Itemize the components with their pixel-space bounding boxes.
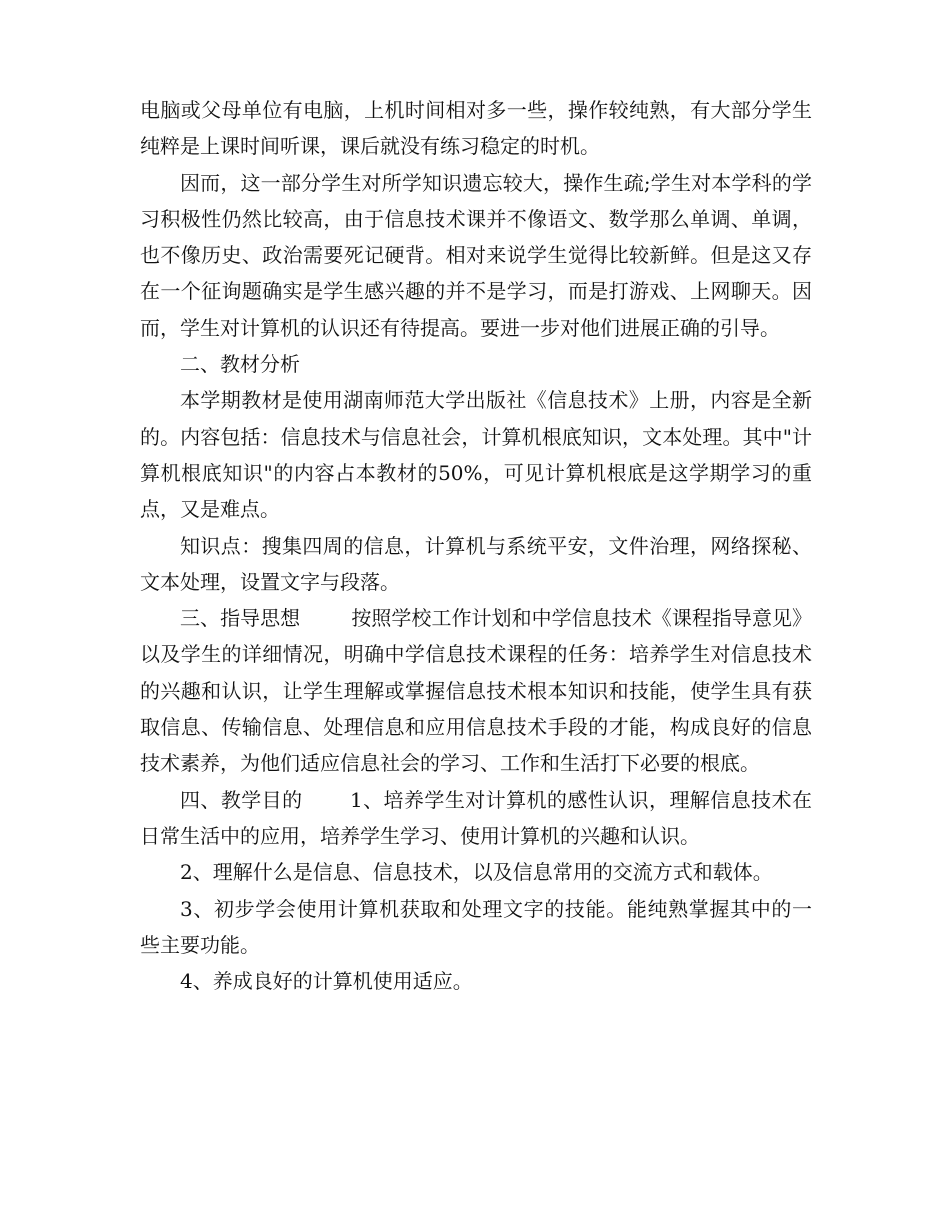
section-heading-teaching-goals: 四、教学目的 (180, 787, 303, 812)
teaching-goal-1: 1、培养学生对计算机的感性认识，理解信息技术在日常生活中的应用，培养学生学习、使用计算机的兴趣和认识。 (140, 787, 812, 848)
teaching-goal-2: 2、理解什么是信息、信息技术，以及信息常用的交流方式和载体。 (180, 860, 773, 885)
paragraph-knowledge-points: 知识点：搜集四周的信息，计算机与系统平安，文件治理，网络探秘、文本处理，设置文字与段落。 (140, 533, 812, 594)
section-heading-textbook-analysis: 二、教材分析 (180, 352, 300, 377)
section-heading-guiding-thought: 三、指导思想 (180, 606, 301, 631)
teaching-goal-4: 4、养成良好的计算机使用适应。 (180, 969, 473, 994)
document-page (140, 92, 812, 999)
paragraph-textbook-content: 本学期教材是使用湖南师范大学出版社《信息技术》上册，内容是全新的。内容包括：信息技术与信息社会，计算机根底知识，文本处理。其中"计算机根底知识"的内容占本教材的50%，可见计算机根底是这学期学习的重点，又是难点。 (140, 388, 812, 522)
paragraph-student-analysis: 因而，这一部分学生对所学知识遗忘较大，操作生疏;学生对本学科的学习积极性仍然比较高，由于信息技术课并不像语文、数学那么单调、单调，也不像历史、政治需要死记硬背。相对来说学生觉得比较新鲜。但是这又存在一个征询题确实是学生感兴趣的并不是学习，而是打游戏、上网聊天。因而，学生对计算机的认识还有待提高。要进一步对他们进展正确的引导。 (140, 170, 812, 340)
paragraph-continuation: 电脑或父母单位有电脑，上机时间相对多一些，操作较纯熟，有大部分学生纯粹是上课时间听课，课后就没有练习稳定的时机。 (140, 98, 812, 159)
guiding-thought-body: 按照学校工作计划和中学信息技术《课程指导意见》以及学生的详细情况，明确中学信息技术课程的任务：培养学生对信息技术的兴趣和认识，让学生理解或掌握信息技术根本知识和技能，使学生具有获取信息、传输信息、处理信息和应用信息技术手段的才能，构成良好的信息技术素养，为他们适应信息社会的学习、工作和生活打下必要的根底。 (140, 606, 813, 776)
paragraph-guiding-thought (140, 600, 812, 781)
teaching-goal-3: 3、初步学会使用计算机获取和处理文字的技能。能纯熟掌握其中的一些主要功能。 (140, 896, 812, 957)
paragraph-teaching-goals (140, 782, 812, 855)
